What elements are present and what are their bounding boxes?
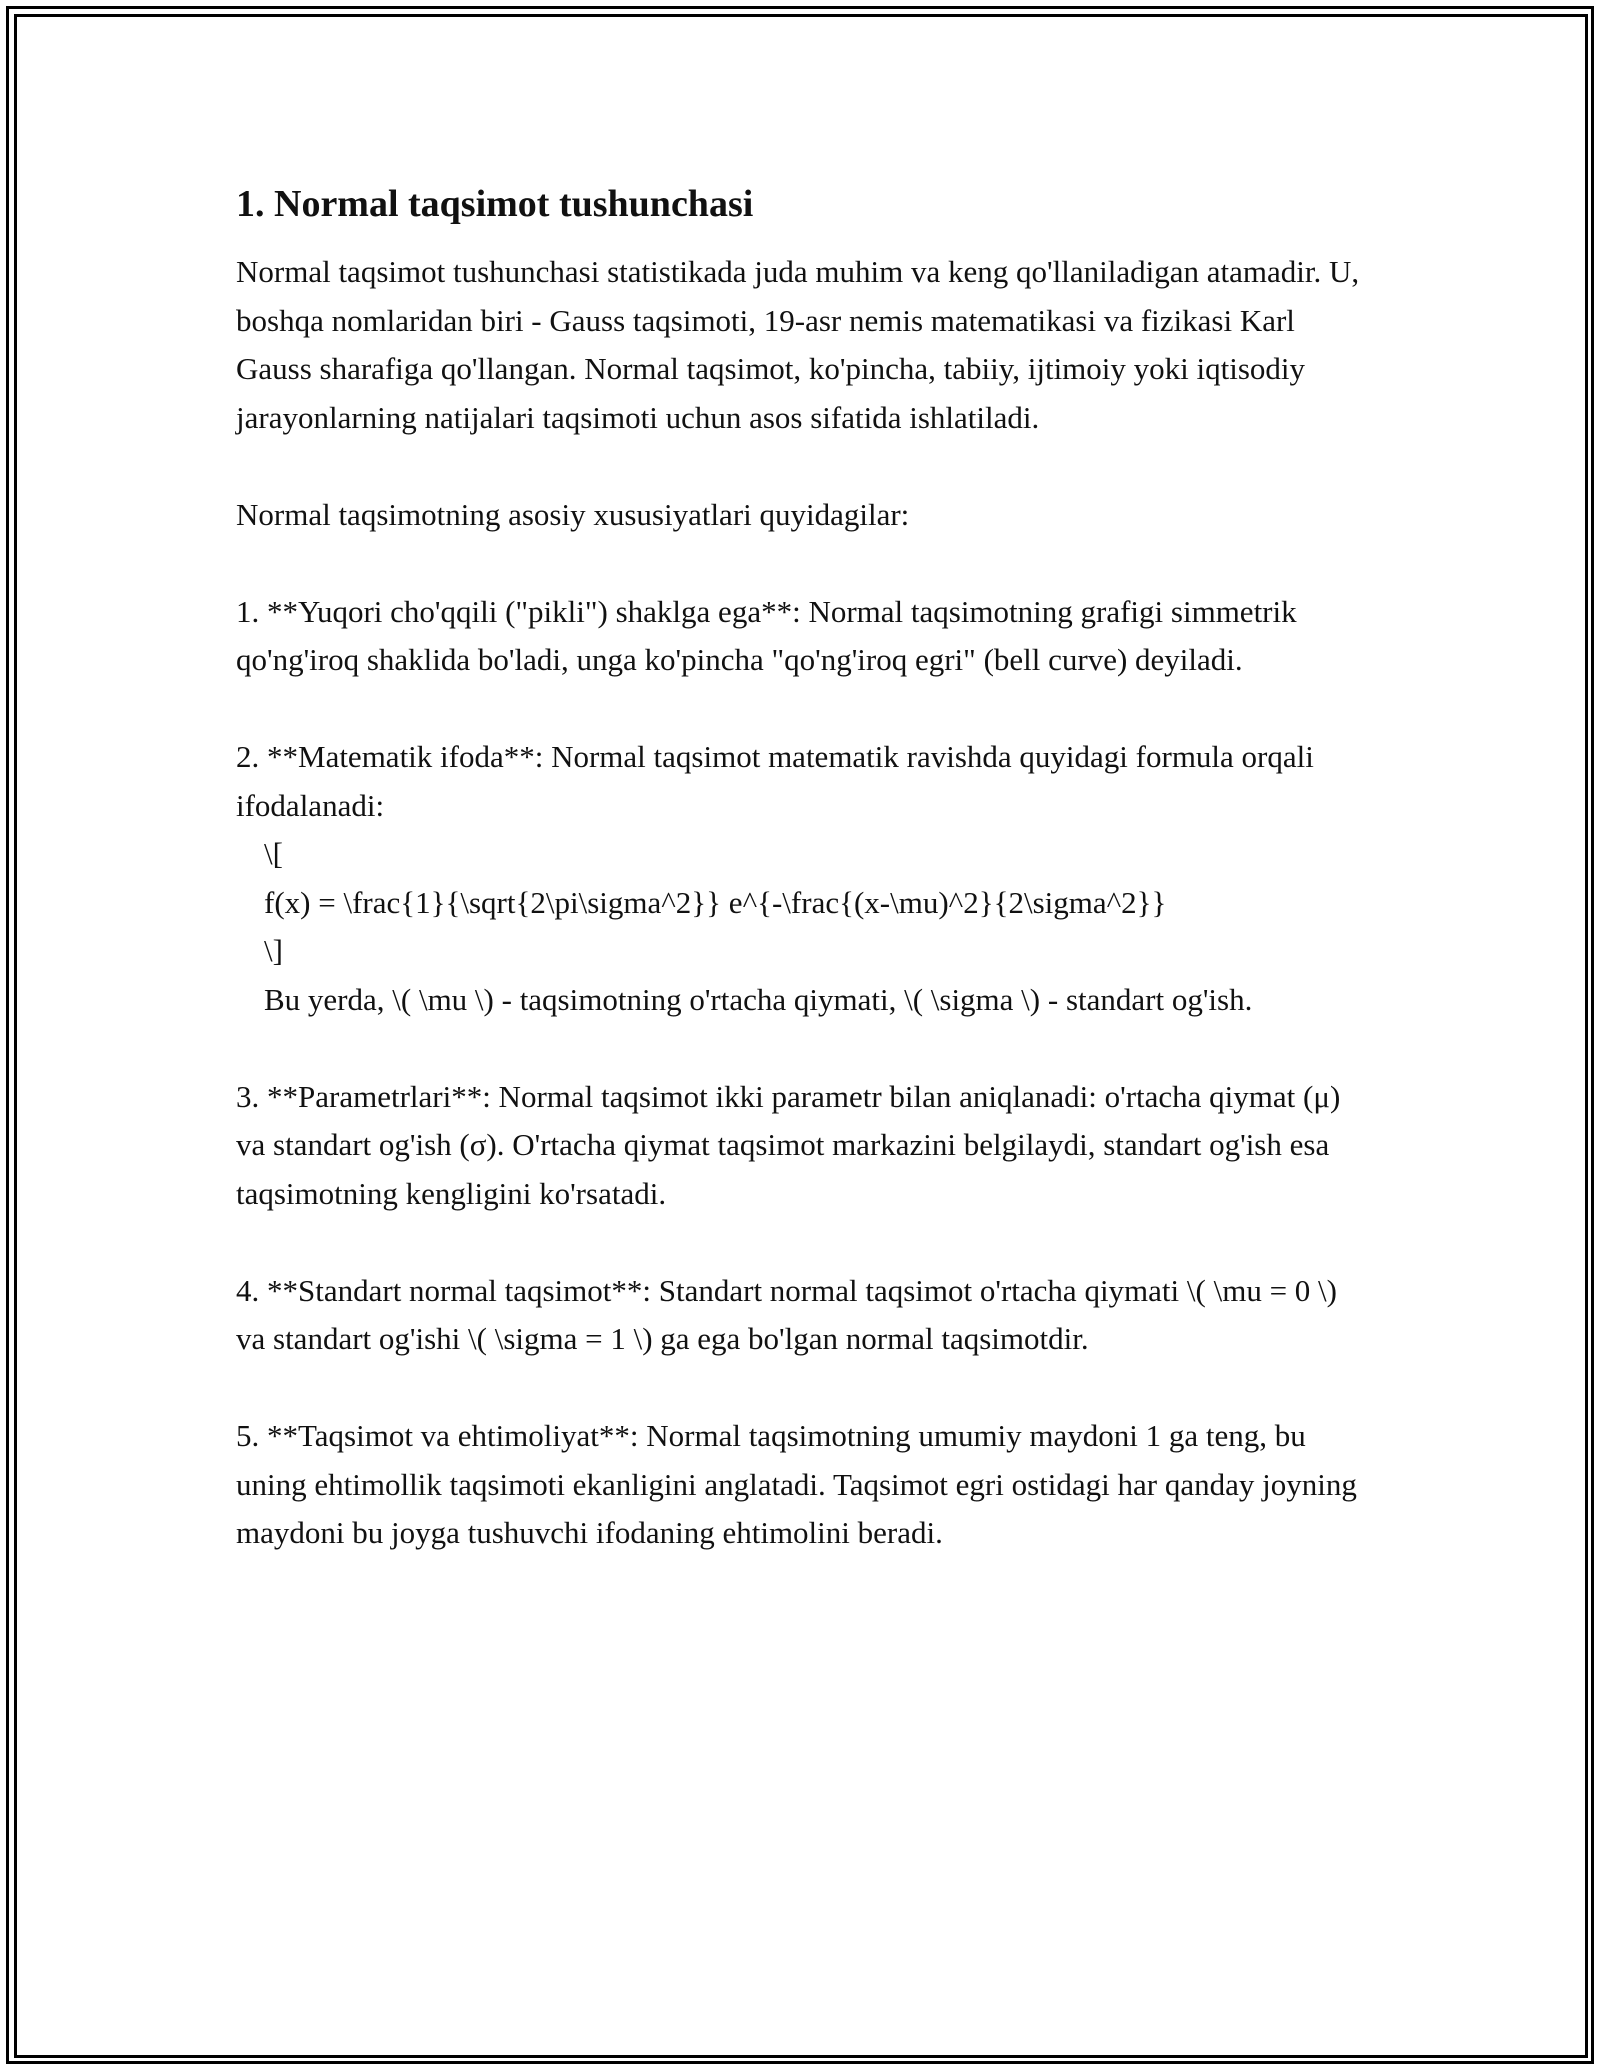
paragraph-gap — [236, 1218, 1366, 1267]
paragraph-gap — [236, 442, 1366, 491]
document-body — [236, 248, 1366, 1558]
section-title: 1. Normal taqsimot tushunchasi — [236, 183, 754, 225]
formula-close-bracket: \] — [264, 933, 283, 968]
paragraph-gap — [236, 539, 1366, 588]
paragraph-gap — [236, 1364, 1366, 1413]
features-lead-paragraph: Normal taqsimotning asosiy xususiyatlari quyidagilar: — [236, 496, 910, 532]
formula-open-bracket: \[ — [264, 836, 283, 871]
list-item-5: 5. **Taqsimot va ehtimoliyat**: Normal taqsimotning umumiy maydoni 1 ga teng, bu uning ehtimollik taqsimoti ekanligini anglatadi. Taqsimot egri ostidagi har qanday joyning maydoni bu joyga tushuvchi ifodaning ehtimolini beradi. — [236, 1418, 1357, 1550]
list-item-1: 1. **Yuqori cho'qqili ("pikli") shaklga ega**: Normal taqsimotning grafigi simmetrik qo'ng'iroq shaklida bo'ladi, unga ko'pincha "qo'ng'iroq egri" (bell curve) deyiladi. — [236, 593, 1297, 677]
document-content — [236, 182, 1366, 1558]
list-item-3: 3. **Parametrlari**: Normal taqsimot ikki parametr bilan aniqlanadi: o'rtacha qiymat (μ) va standart og'ish (σ). O'rtacha qiymat taqsimot markazini belgilaydi, standart og'ish esa taqsimotning kengligini ko'rsatadi. — [236, 1078, 1341, 1211]
list-item-2: 2. **Matematik ifoda**: Normal taqsimot matematik ravishda quyidagi formula orqali ifodalanadi: — [236, 739, 1314, 823]
paragraph-gap — [236, 685, 1366, 734]
list-item-4: 4. **Standart normal taqsimot**: Standart normal taqsimot o'rtacha qiymati \( \mu = 0 \) va standart og'ishi \( \sigma = 1 \) ga ega bo'lgan normal taqsimotdir. — [236, 1272, 1337, 1356]
intro-paragraph: Normal taqsimot tushunchasi statistikada juda muhim va keng qo'llaniladigan atamadir. U, boshqa nomlaridan biri - Gauss taqsimoti, 19-asr nemis matematikasi va fizikasi Karl Gauss sharafiga qo'llangan. Normal taqsimot, ko'pincha, tabiiy, ijtimoiy yoki iqtisodiy jarayonlarning natijalari taqsimoti uchun asos sifatida ishlatiladi. — [236, 254, 1360, 435]
formula-note: Bu yerda, \( \mu \) - taqsimotning o'rtacha qiymati, \( \sigma \) - standart og'ish. — [264, 981, 1253, 1017]
formula-line: f(x) = \frac{1}{\sqrt{2\pi\sigma^2}} e^{-\frac{(x-\mu)^2}{2\sigma^2}} — [264, 884, 1167, 920]
paragraph-gap — [236, 1024, 1366, 1073]
